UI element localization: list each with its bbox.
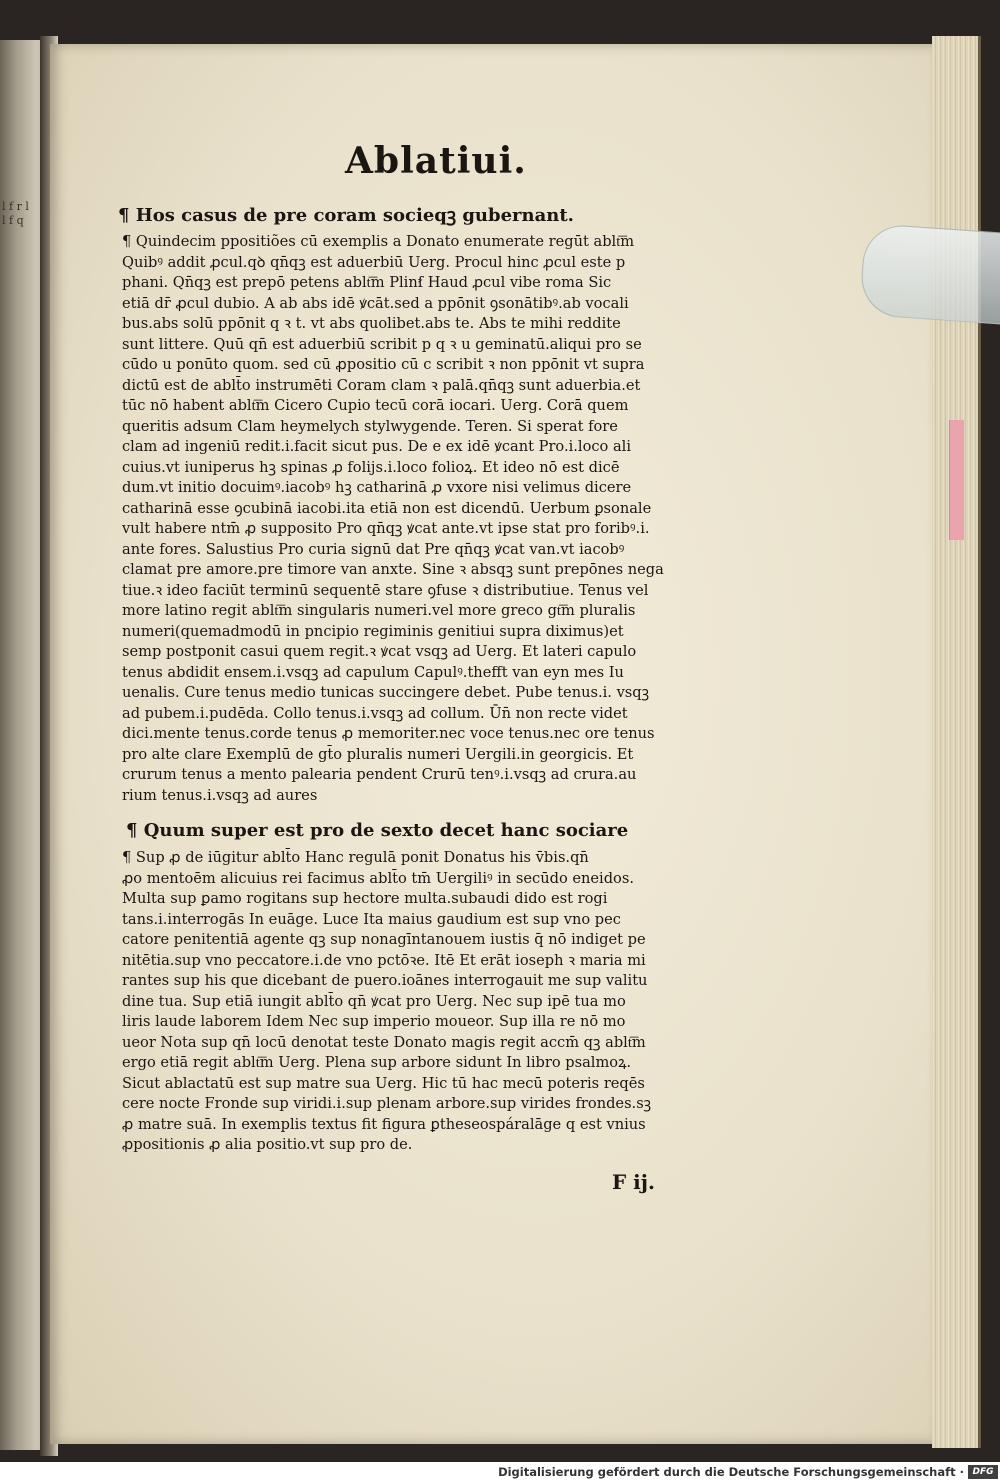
text-line: Multa sup ꝑamo rogitans sup hectore multa.subaudi dido est rogi (122, 890, 608, 907)
text-line: catore penitentiā agente qꝫ sup nonagīntanouem iustis q̄ nō indiget pe (122, 931, 646, 948)
text-line: dictū est de ablt̄o instrumēti Coram clam ꝛ palā.qn̄qꝫ sunt aduerbia.et (122, 376, 641, 394)
text-line: tans.i.interrogās In euāge. Luce Ita maius gaudium est sup vno pec (122, 910, 621, 928)
dfg-logo: DFG (968, 1465, 998, 1479)
text-line: etiā dr̄ ꝓcul dubio. A ab abs idē ꝟcāt.sed a ppōnit ꝯsonātibꝰ.ab vocali (122, 294, 629, 312)
body-text-section-2 (122, 848, 912, 1156)
text-line: Quibꝰ addit ꝓcul.qꝺ qn̄qꝫ est aduerbiū Uerg. Procul hinc ꝓcul este p (122, 253, 626, 271)
pink-page-tab (949, 420, 964, 540)
text-line: ergo etiā regit ablt͞m Uerg. Plena sup arbore sidunt In libro psalmoꝝ. (122, 1054, 632, 1071)
text-line: ꝓpositionis ꝓ alia positio.vt sup pro de. (122, 1136, 413, 1153)
text-line: tenus abdidit ensem.i.vsqꝫ ad capulum Capulꝰ.thefft van eyn mes Iu (122, 663, 624, 681)
text-line: ꝓ matre suā. In exemplis textus fit figura ꝑtheseospáralāge q est vnius (122, 1115, 646, 1133)
funding-credit: Digitalisierung gefördert durch die Deutsche Forschungsgemeinschaft · (498, 1465, 964, 1479)
section-rubric-1: ¶ Hos casus de pre coram socieqꝫ gubernant. (118, 205, 574, 226)
text-line: cūdo u ponūto quom. sed cū ꝓpositio cū c scribit ꝛ non ppōnit vt supra (122, 356, 645, 373)
text-line: ¶ Quindecim ppositiões cū exemplis a Donato enumerate regūt ablt͞m (122, 233, 635, 250)
text-line: pro alte clare Exemplū de gt̄o pluralis numeri Uergili.in georgicis. Et (122, 745, 634, 763)
text-line: semp postponit casui quem regit.ꝛ ꝟcat vsqꝫ ad Uerg. Et lateri capulo (122, 643, 637, 660)
text-line: clam ad ingeniū redit.i.facit sicut pus. De e ex idē ꝟcant Pro.i.loco ali (122, 438, 631, 455)
text-line: rium tenus.i.vsqꝫ ad aures (122, 786, 318, 804)
text-line: dine tua. Sup etiā iungit ablt̄o qn̄ ꝟcat pro Uerg. Nec sup ipē tua mo (122, 992, 626, 1010)
text-line: catharinā esse ꝯcubinā iacobi.ita etiā non est dicendū. Uerbum ꝑsonale (122, 499, 652, 517)
text-line: queritis adsum Clam heymelych stylwygende. Teren. Si sperat fore (122, 417, 618, 435)
text-line: dum.vt initio docuimꝰ.iacobꝰ hꝫ catharinā ꝓ vxore nisi velimus dicere (122, 479, 632, 496)
text-line: rantes sup his que dicebant de puero.ioānes interrogauit me sup valitu (122, 972, 648, 989)
text-line: ꝓo mentoēm alicuius rei facimus ablt̄o tm̄ Uergiliꝰ in secūdo eneidos. (122, 869, 634, 887)
page-heading: Ablatiui. (345, 140, 527, 182)
text-line: ueor Nota sup qn̄ locū denotat teste Donato magis regit accm̄ qꝫ ablt͞m (122, 1033, 646, 1051)
text-line: clamat pre amore.pre timore van anxte. Sine ꝛ absqꝫ sunt prepōnes nega (122, 561, 664, 578)
text-line: ¶ Sup ꝓ de iūgitur ablt̄o Hanc regulā ponit Donatus his v̄bis.qn̄ (122, 849, 589, 866)
text-line: phani. Qn̄qꝫ est prepō petens ablt͞m Plinẜ Haud ꝓcul vibe roma Sic (122, 274, 612, 291)
text-line: bus.abs solū ppōnit q ꝛ t. vt abs quolibet.abs te. Abs te mihi reddite (122, 315, 621, 332)
text-line: sunt littere. Quū qn̄ est aduerbiū scribit p q ꝛ u geminatū.aliqui pro se (122, 335, 642, 353)
footer-bar (0, 1462, 1000, 1483)
text-line: ad pubem.i.pudēda. Collo tenus.i.vsqꝫ ad collum. Ūn̄ non recte videt (122, 704, 628, 722)
text-line: liris laude laborem Idem Nec sup imperio moueor. Sup illa re nō mo (122, 1013, 626, 1030)
text-line: crurum tenus a mento palearia pendent Crurū tenꝰ.i.vsqꝫ ad crura.au (122, 766, 637, 783)
text-line: Sicut ablactatū est sup matre sua Uerg. Hic tū hac mecū poteris reqēs (122, 1074, 645, 1092)
text-line: cere nocte Fronde sup viridi.i.sup plenam arbore.sup virides frondes.sꝫ (122, 1095, 652, 1112)
body-text-section-1 (122, 232, 912, 806)
text-line: tiue.ꝛ ideo faciūt terminū sequentē stare ꝯfuse ꝛ distributiue. Tenus vel (122, 581, 649, 599)
text-line: numeri(quemadmodū in pncipio regiminis genitiui supra diximus)et (122, 622, 624, 640)
text-line: dici.mente tenus.corde tenus ꝓ memoriter.nec voce tenus.nec ore tenus (122, 725, 655, 742)
text-line: vult habere ntm̄ ꝓ supposito Pro qn̄qꝫ ꝟcat ante.vt ipse stat pro foribꝰ.i. (122, 520, 650, 537)
text-line: uenalis. Cure tenus medio tunicas succingere debet. Pube tenus.i. vsqꝫ (122, 684, 650, 701)
text-line: nitētia.sup vno peccatore.i.de vno pctōꝛe. Itē Et erāt ioseph ꝛ maria mi (122, 951, 646, 969)
signature-mark: F ij. (612, 1170, 655, 1194)
text-line: cuius.vt iuniperus hꝫ spinas ꝓ folijs.i.loco folioꝝ. Et ideo nō est dicē (122, 458, 620, 476)
text-line: ante fores. Salustius Pro curia signū dat Pre qn̄qꝫ ꝟcat van.vt iacobꝰ (122, 540, 625, 558)
text-line: more latino regit ablt͞m singularis numeri.vel more greco gt͞m pluralis (122, 602, 636, 619)
left-margin-fragments: l f r l l f q (2, 200, 29, 227)
section-rubric-2: ¶ Quum super est pro de sexto decet hanc sociare (126, 820, 629, 841)
text-line: tūc nō habent ablt͞m Cicero Cupio tecū corā iocari. Uerg. Corā quem (122, 397, 629, 414)
